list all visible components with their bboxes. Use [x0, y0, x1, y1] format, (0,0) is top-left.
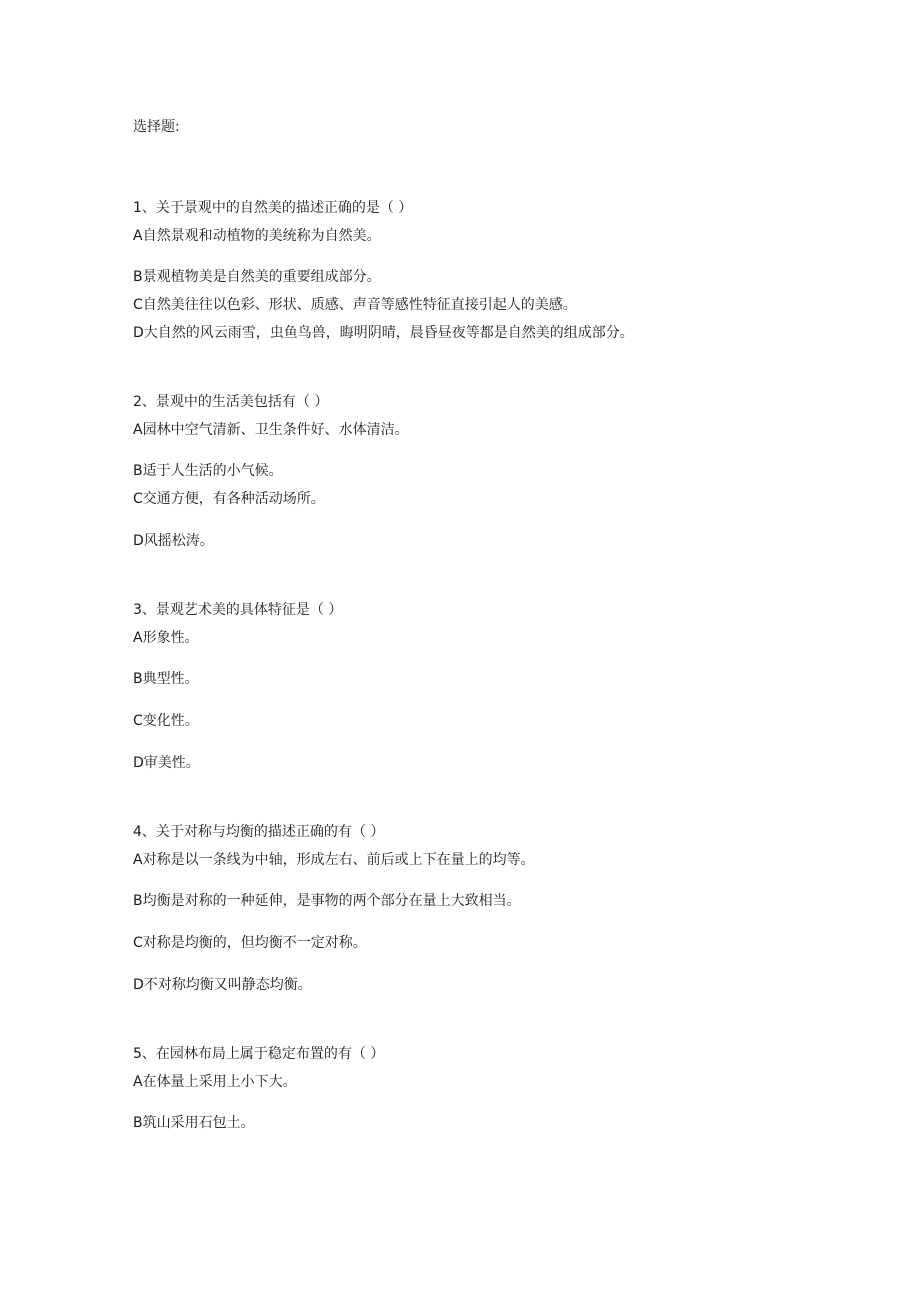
option-c: C交通方便，有各种活动场所。	[133, 491, 325, 507]
option-a: A自然景观和动植物的美统称为自然美。	[133, 228, 381, 244]
option-b: B适于人生活的小气候。	[133, 463, 283, 479]
option-a: A形象性。	[133, 630, 199, 646]
option-b: B景观植物美是自然美的重要组成部分。	[133, 269, 381, 285]
option-c: C自然美往往以色彩、形状、质感、声音等感性特征直接引起人的美感。	[133, 297, 577, 313]
option-b: B均衡是对称的一种延伸，是事物的两个部分在量上大致相当。	[133, 893, 521, 909]
option-d: D风摇松涛。	[133, 533, 214, 549]
option-c: C变化性。	[133, 713, 199, 729]
option-b: B筑山采用石包土。	[133, 1115, 255, 1131]
option-a: A在体量上采用上小下大。	[133, 1074, 297, 1090]
question-stem: 2、景观中的生活美包括有（ ）	[133, 394, 329, 410]
option-d: D不对称均衡又叫静态均衡。	[133, 977, 312, 993]
option-a: A园林中空气清新、卫生条件好、水体清洁。	[133, 422, 409, 438]
section-title: 选择题:	[133, 119, 180, 135]
question-stem: 4、关于对称与均衡的描述正确的有（ ）	[133, 824, 385, 840]
option-a: A对称是以一条线为中轴，形成左右、前后或上下在量上的均等。	[133, 852, 535, 868]
option-d: D大自然的风云雨雪，虫鱼鸟兽，晦明阴晴，晨昏昼夜等都是自然美的组成部分。	[133, 325, 634, 341]
option-c: C对称是均衡的，但均衡不一定对称。	[133, 935, 367, 951]
question-stem: 1、关于景观中的自然美的描述正确的是（ ）	[133, 200, 413, 216]
option-d: D审美性。	[133, 755, 200, 771]
question-stem: 3、景观艺术美的具体特征是（ ）	[133, 602, 343, 618]
option-b: B典型性。	[133, 671, 199, 687]
question-stem: 5、在园林布局上属于稳定布置的有（ ）	[133, 1046, 385, 1062]
